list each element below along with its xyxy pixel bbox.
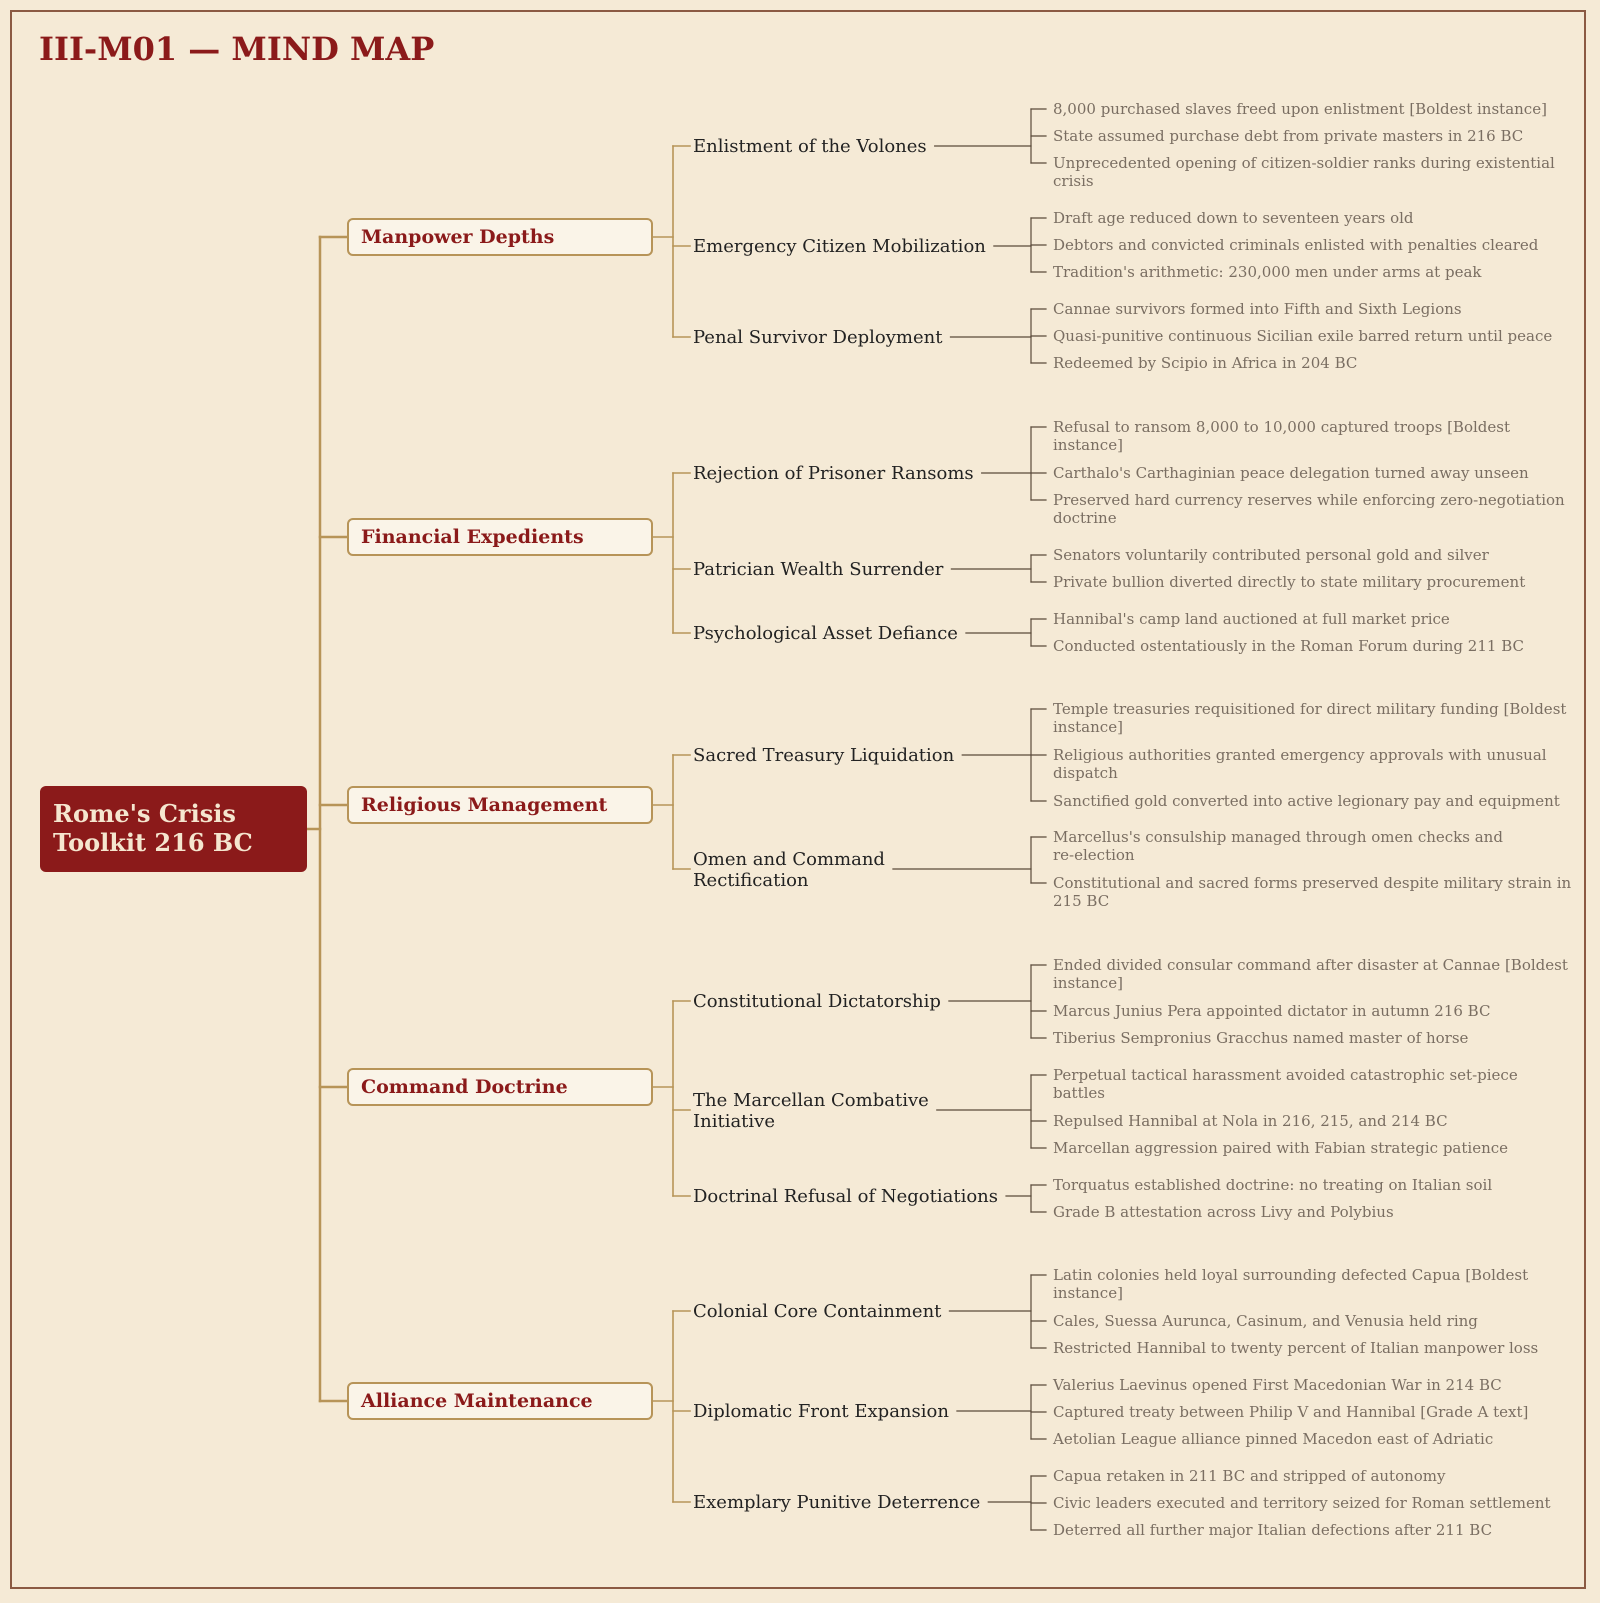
leaf-node	[1053, 209, 1573, 227]
leaf-node	[1053, 828, 1573, 864]
sub-node	[693, 745, 954, 766]
leaf-line: Senators voluntarily contributed personal gold and silver	[1053, 546, 1489, 564]
leaf-node	[1053, 700, 1573, 736]
leaf-line: Marcus Junius Pera appointed dictator in autumn 216 BC	[1053, 1002, 1491, 1020]
leaf-node	[1053, 354, 1573, 372]
leaf-line: Carthalo's Carthaginian peace delegation turned away unseen	[1053, 464, 1529, 482]
leaf-line: instance]	[1053, 436, 1123, 454]
leaf-line: Unprecedented opening of citizen-soldier ranks during existential	[1053, 154, 1555, 172]
leaf-node	[1053, 1339, 1573, 1357]
leaf-line: Aetolian League alliance pinned Macedon east of Adriatic	[1053, 1430, 1494, 1448]
leaf-line: battles	[1053, 1084, 1105, 1102]
sub-node	[693, 327, 942, 348]
leaf-line: Debtors and convicted criminals enlisted with penalties cleared	[1053, 236, 1539, 254]
leaf-line: Captured treaty between Philip V and Hannibal [Grade A text]	[1053, 1403, 1529, 1421]
leaf-line: Torquatus established doctrine: no treating on Italian soil	[1053, 1176, 1493, 1194]
leaf-line: Preserved hard currency reserves while enforcing zero-negotiation	[1053, 491, 1565, 509]
leaf-line: Refusal to ransom 8,000 to 10,000 captured troops [Boldest	[1053, 418, 1510, 436]
leaf-node	[1053, 1029, 1573, 1047]
leaf-node	[1053, 637, 1573, 655]
sub-node-line: The Marcellan Combative	[693, 1090, 929, 1111]
sub-node-line: Psychological Asset Defiance	[693, 623, 958, 644]
page-title: III-M01 — MIND MAP	[39, 30, 435, 68]
leaf-node	[1053, 874, 1573, 910]
leaf-line: Latin colonies held loyal surrounding defected Capua [Boldest	[1053, 1266, 1529, 1284]
root-line-2: Toolkit 216 BC	[53, 828, 253, 857]
leaf-node	[1053, 263, 1573, 281]
sub-node	[693, 849, 885, 891]
leaf-node	[1053, 1139, 1573, 1157]
sub-node	[693, 1492, 980, 1513]
leaf-line: instance]	[1053, 974, 1123, 992]
leaf-line: Conducted ostentatiously in the Roman Forum during 211 BC	[1053, 637, 1524, 655]
leaf-line: doctrine	[1053, 509, 1117, 527]
sub-node	[693, 559, 943, 580]
sub-node-line: Patrician Wealth Surrender	[693, 559, 944, 580]
leaf-line: Temple treasuries requisitioned for direct military funding [Boldest	[1053, 700, 1567, 718]
leaf-line: Valerius Laevinus opened First Macedonian War in 214 BC	[1053, 1376, 1502, 1394]
sub-node-line: Colonial Core Containment	[693, 1301, 942, 1322]
leaf-line: crisis	[1053, 172, 1094, 190]
leaf-line: 8,000 purchased slaves freed upon enlistment [Boldest instance]	[1053, 100, 1547, 118]
leaf-line: Grade B attestation across Livy and Polybius	[1053, 1203, 1394, 1221]
sub-node-line: Doctrinal Refusal of Negotiations	[693, 1186, 999, 1207]
leaf-node	[1053, 573, 1573, 591]
leaf-line: Marcellus's consulship managed through omen checks and	[1053, 828, 1503, 846]
leaf-line: Marcellan aggression paired with Fabian strategic patience	[1053, 1139, 1509, 1157]
leaf-node	[1053, 1066, 1573, 1102]
sub-node	[693, 1186, 998, 1207]
sub-node	[693, 1301, 941, 1322]
leaf-node	[1053, 464, 1573, 482]
sub-node	[693, 136, 927, 157]
leaf-node	[1053, 1376, 1573, 1394]
leaf-line: Private bullion diverted directly to state military procurement	[1053, 573, 1526, 591]
sub-node	[693, 463, 974, 484]
sub-node	[693, 1401, 949, 1422]
leaf-line: Hannibal's camp land auctioned at full market price	[1053, 610, 1450, 628]
leaf-node	[1053, 1521, 1573, 1539]
leaf-node	[1053, 300, 1573, 318]
leaf-line: Constitutional and sacred forms preserved despite military strain in	[1053, 874, 1572, 892]
sub-node-line: Sacred Treasury Liquidation	[693, 745, 955, 766]
leaf-node	[1053, 1494, 1573, 1512]
leaf-node	[1053, 491, 1573, 527]
sub-node	[693, 236, 986, 257]
branch-node: Manpower Depths	[347, 218, 653, 256]
leaf-node	[1053, 610, 1573, 628]
leaf-line: Tiberius Sempronius Gracchus named master of horse	[1053, 1029, 1469, 1047]
leaf-node	[1053, 1002, 1573, 1020]
leaf-line: Capua retaken in 211 BC and stripped of autonomy	[1053, 1467, 1446, 1485]
leaf-node	[1053, 1203, 1573, 1221]
sub-node-line: Penal Survivor Deployment	[693, 327, 943, 348]
root-node	[40, 786, 307, 872]
leaf-node	[1053, 1467, 1573, 1485]
leaf-line: Cannae survivors formed into Fifth and Sixth Legions	[1053, 300, 1462, 318]
leaf-line: Draft age reduced down to seventeen years old	[1053, 209, 1414, 227]
sub-node-line: Rejection of Prisoner Ransoms	[693, 463, 974, 484]
leaf-line: Redeemed by Scipio in Africa in 204 BC	[1053, 354, 1358, 372]
leaf-node	[1053, 327, 1573, 345]
leaf-node	[1053, 418, 1573, 454]
leaf-line: re-election	[1053, 846, 1135, 864]
leaf-line: Restricted Hannibal to twenty percent of Italian manpower loss	[1053, 1339, 1539, 1357]
sub-node-line: Diplomatic Front Expansion	[693, 1401, 949, 1422]
leaf-node	[1053, 956, 1573, 992]
sub-node-line: Omen and Command	[693, 849, 885, 870]
leaf-node	[1053, 100, 1573, 118]
leaf-line: Ended divided consular command after disaster at Cannae [Boldest	[1053, 956, 1568, 974]
sub-node-line: Enlistment of the Volones	[693, 136, 927, 157]
leaf-line: Repulsed Hannibal at Nola in 216, 215, and 214 BC	[1053, 1112, 1448, 1130]
sub-node-line: Constitutional Dictatorship	[693, 991, 941, 1012]
leaf-node	[1053, 1176, 1573, 1194]
leaf-node	[1053, 746, 1573, 782]
leaf-node	[1053, 1403, 1573, 1421]
leaf-node	[1053, 1112, 1573, 1130]
leaf-line: Quasi-punitive continuous Sicilian exile barred return until peace	[1053, 327, 1553, 345]
leaf-node	[1053, 1312, 1573, 1330]
leaf-line: Cales, Suessa Aurunca, Casinum, and Venusia held ring	[1053, 1312, 1478, 1330]
leaf-line: Tradition's arithmetic: 230,000 men under arms at peak	[1053, 263, 1482, 281]
leaf-line: Religious authorities granted emergency approvals with unusual	[1053, 746, 1547, 764]
leaf-node	[1053, 154, 1573, 190]
sub-node-line: Rectification	[693, 870, 809, 891]
leaf-node	[1053, 792, 1573, 810]
sub-node-line: Exemplary Punitive Deterrence	[693, 1492, 981, 1513]
leaf-line: State assumed purchase debt from private masters in 216 BC	[1053, 127, 1524, 145]
leaf-line: Deterred all further major Italian defections after 211 BC	[1053, 1521, 1493, 1539]
sub-node	[693, 991, 941, 1012]
leaf-line: 215 BC	[1053, 892, 1110, 910]
branch-node: Financial Expedients	[347, 518, 653, 556]
leaf-line: Perpetual tactical harassment avoided catastrophic set-piece	[1053, 1066, 1518, 1084]
leaf-node	[1053, 546, 1573, 564]
branch-node: Command Doctrine	[347, 1068, 653, 1106]
sub-node-line: Emergency Citizen Mobilization	[693, 236, 986, 257]
leaf-line: instance]	[1053, 1284, 1123, 1302]
leaf-line: Civic leaders executed and territory seized for Roman settlement	[1053, 1494, 1551, 1512]
leaf-line: dispatch	[1053, 764, 1118, 782]
leaf-node	[1053, 236, 1573, 254]
leaf-line: Sanctified gold converted into active legionary pay and equipment	[1053, 792, 1560, 810]
branch-node: Religious Management	[347, 786, 653, 824]
sub-node	[693, 1090, 929, 1132]
leaf-line: instance]	[1053, 718, 1123, 736]
sub-node	[693, 623, 958, 644]
branch-node: Alliance Maintenance	[347, 1382, 653, 1420]
leaf-node	[1053, 1430, 1573, 1448]
root-line-1: Rome's Crisis	[53, 799, 236, 828]
leaf-node	[1053, 1266, 1573, 1302]
sub-node-line: Initiative	[693, 1111, 775, 1132]
leaf-node	[1053, 127, 1573, 145]
